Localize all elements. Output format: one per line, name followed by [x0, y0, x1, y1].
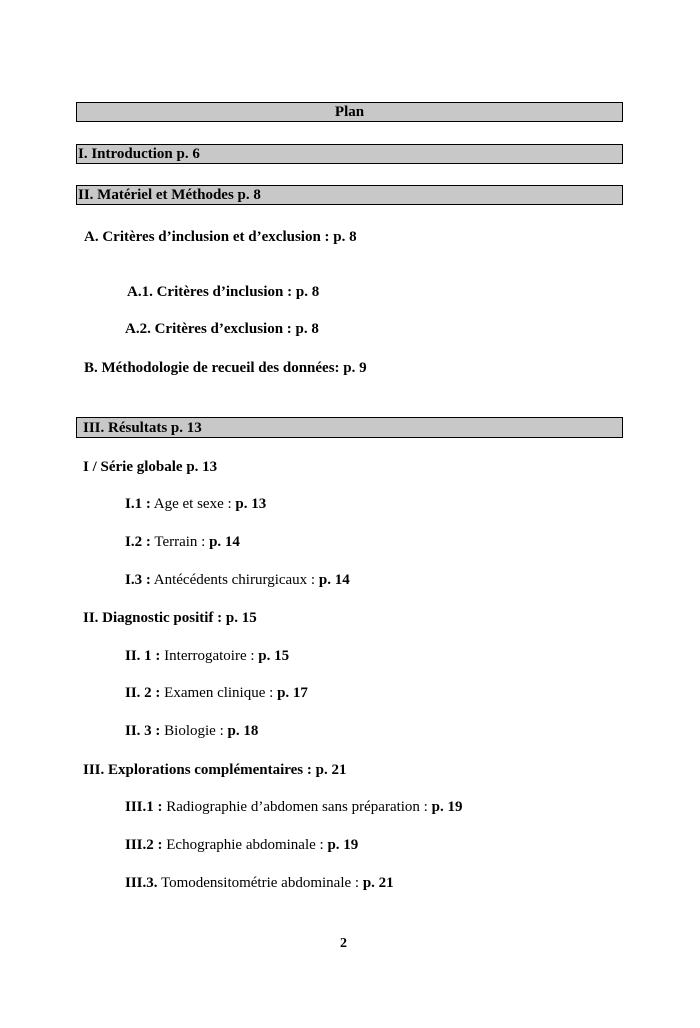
toc-entry-text: Echographie abdominale : — [162, 837, 328, 853]
toc-entry-i3 — [125, 571, 350, 589]
toc-entry-ii3 — [125, 722, 258, 740]
plan-title-box — [76, 102, 623, 122]
toc-entry-number: II. 1 : — [125, 648, 161, 664]
toc-entry-number: II. 2 : — [125, 685, 161, 701]
toc-entry-iii3 — [125, 874, 394, 892]
toc-entry-text: Interrogatoire : — [160, 648, 259, 664]
toc-entry-a2: A.2. Critères d’exclusion : p. 8 — [125, 321, 319, 337]
toc-entry-number: II. 3 : — [125, 723, 161, 739]
toc-entry-number: I.1 : — [125, 496, 151, 512]
toc-entry-i: I / Série globale p. 13 — [83, 459, 218, 475]
toc-entry-text: Terrain : — [150, 534, 210, 550]
toc-entry-text: Age et sexe : — [150, 496, 236, 512]
plan-title: Plan — [334, 104, 365, 120]
toc-entry-ii1 — [125, 647, 289, 665]
toc-entry-page: p. 15 — [258, 648, 290, 664]
toc-entry-a1: A.1. Critères d’inclusion : p. 8 — [127, 284, 320, 300]
toc-entry-number: I.3 : — [125, 572, 151, 588]
toc-entry-page: p. 19 — [327, 837, 359, 853]
toc-entry-i1 — [125, 495, 266, 513]
section-results — [76, 417, 623, 438]
toc-entry-iii: III. Explorations complémentaires : p. 21 — [83, 762, 347, 778]
toc-entry-text: Radiographie d’abdomen sans préparation : — [162, 799, 432, 815]
toc-entry-iii1 — [125, 798, 462, 816]
toc-entry-text: Biologie : — [160, 723, 228, 739]
toc-entry-text: Tomodensitométrie abdominale : — [157, 875, 363, 891]
toc-entry-number: III.2 : — [125, 837, 163, 853]
toc-entry-b: B. Méthodologie de recueil des données: p. 9 — [84, 360, 367, 376]
toc-entry-page: p. 19 — [431, 799, 463, 815]
section-methods — [76, 185, 623, 205]
toc-entry-number: I.2 : — [125, 534, 151, 550]
toc-entry-number: III.1 : — [125, 799, 163, 815]
section-methods-label: II. Matériel et Méthodes p. 8 — [78, 187, 261, 203]
toc-entry-page: p. 14 — [318, 572, 350, 588]
toc-entry-i2 — [125, 533, 240, 551]
toc-entry-page: p. 18 — [227, 723, 259, 739]
toc-entry-iii2 — [125, 836, 358, 854]
toc-entry-page: p. 13 — [235, 496, 267, 512]
toc-entry-number: III.3. — [125, 875, 158, 891]
toc-entry-ii2 — [125, 684, 308, 702]
toc-entry-page: p. 14 — [209, 534, 240, 550]
page-number: 2 — [340, 936, 347, 951]
toc-entry-page: p. 21 — [362, 875, 394, 891]
toc-entry-text: Antécédents chirurgicaux : — [150, 572, 319, 588]
section-introduction-label: I. Introduction p. 6 — [78, 146, 200, 162]
section-results-label: III. Résultats p. 13 — [83, 420, 202, 436]
toc-entry-page: p. 17 — [277, 685, 308, 701]
toc-entry-text: Examen clinique : — [160, 685, 278, 701]
toc-entry-a: A. Critères d’inclusion et d’exclusion : p. 8 — [84, 229, 357, 245]
section-introduction — [76, 144, 623, 164]
toc-entry-ii: II. Diagnostic positif : p. 15 — [83, 610, 257, 626]
